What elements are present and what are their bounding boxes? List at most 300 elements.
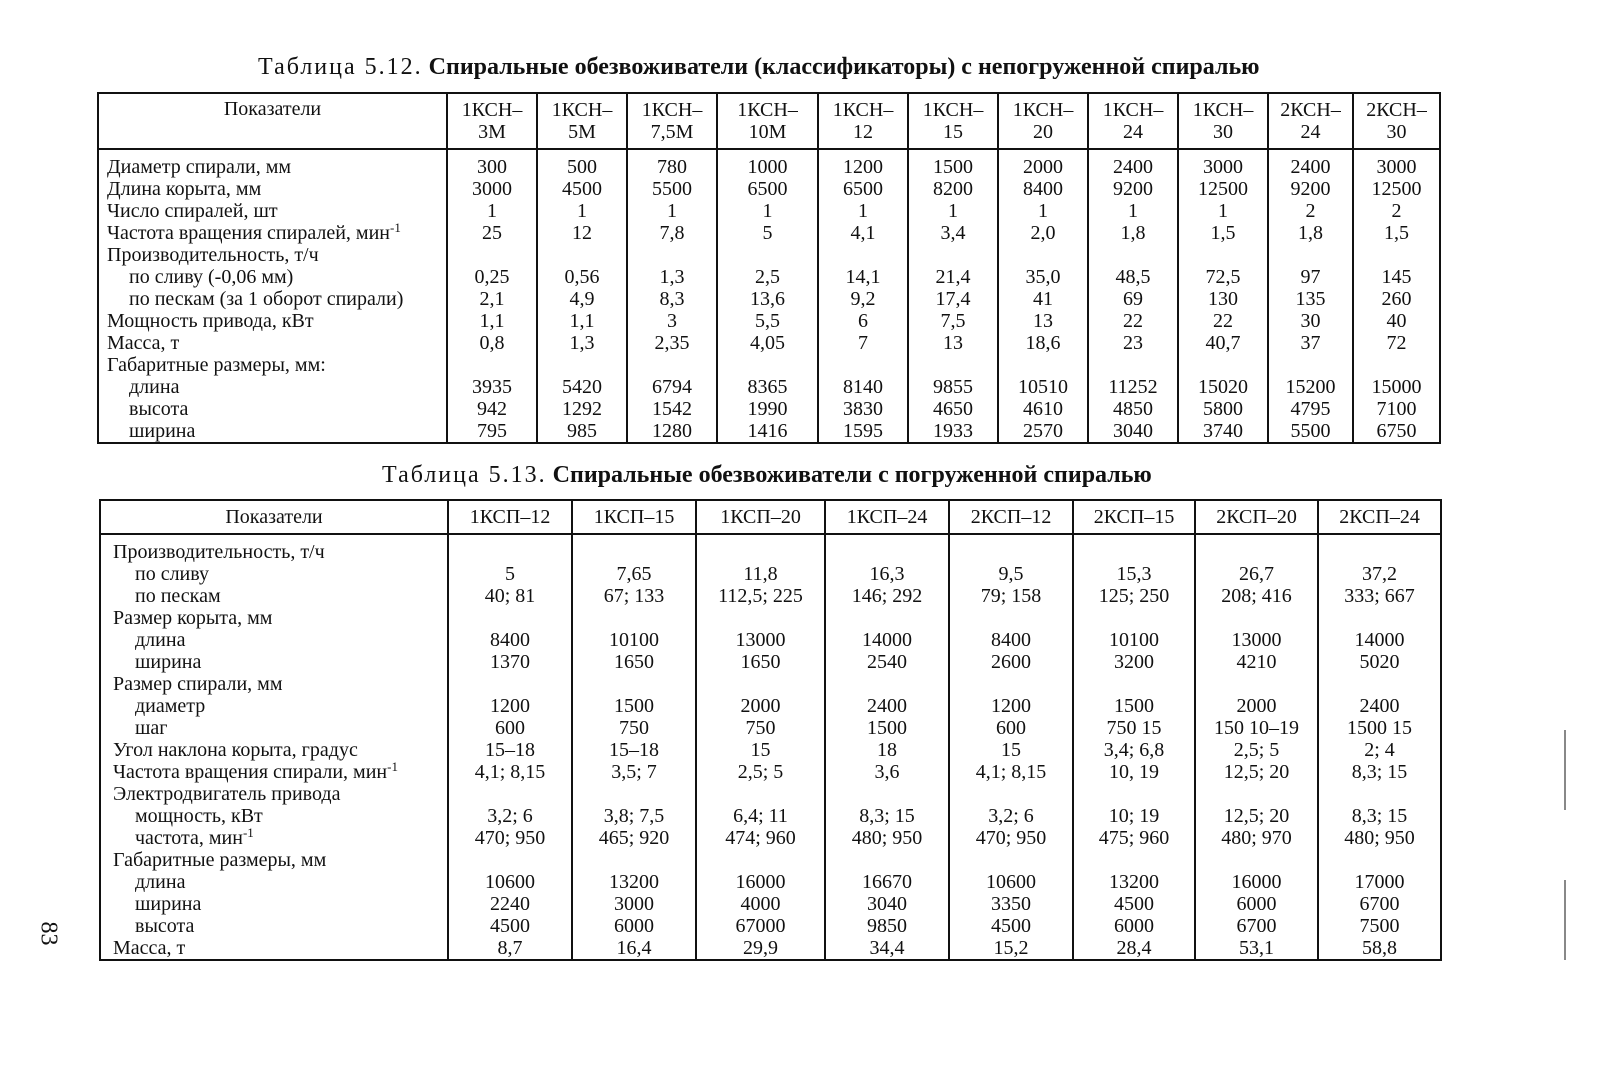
table-cell: 48,5 (1088, 266, 1178, 288)
table-cell (1353, 244, 1440, 266)
row-label-text: Частота вращения спиралей, мин (107, 222, 390, 244)
row-label-text: длина (129, 376, 180, 398)
table-cell: 1200 (818, 149, 908, 178)
table-cell: 14,1 (818, 266, 908, 288)
table-cell: 2 (1353, 200, 1440, 222)
table-cell: 1650 (696, 651, 825, 673)
table-cell: 4850 (1088, 398, 1178, 420)
row-label-text: по сливу (135, 563, 210, 585)
table-cell: 6000 (1195, 893, 1318, 915)
table-cell: 130 (1178, 288, 1268, 310)
table-cell (1195, 534, 1318, 563)
table-cell: 3830 (818, 398, 908, 420)
table-5-13-caption (382, 462, 1152, 489)
table-cell: 2600 (949, 651, 1073, 673)
table-cell: 1 (447, 200, 537, 222)
table-cell: 3,2; 6 (949, 805, 1073, 827)
table-cell: 600 (448, 717, 572, 739)
table-cell (572, 783, 696, 805)
row-label-text: высота (135, 915, 195, 937)
table-cell (949, 607, 1073, 629)
table-cell: 72 (1353, 332, 1440, 354)
table-cell: 2400 (1088, 149, 1178, 178)
table-cell: 8400 (448, 629, 572, 651)
column-header (818, 93, 908, 149)
table-cell: 15200 (1268, 376, 1353, 398)
table-cell: 7,5 (908, 310, 998, 332)
table-row (100, 534, 1441, 563)
table-cell: 4,9 (537, 288, 627, 310)
table-cell: 10100 (1073, 629, 1195, 651)
column-header-line: 3М (478, 121, 506, 143)
table-cell: 2000 (696, 695, 825, 717)
table-cell (448, 534, 572, 563)
column-header-line: 24 (1123, 121, 1143, 143)
row-label-text: ширина (135, 651, 202, 673)
row-label (100, 607, 448, 629)
table-row (100, 739, 1441, 761)
table-cell: 7 (818, 332, 908, 354)
table-cell: 2540 (825, 651, 949, 673)
table-cell (825, 849, 949, 871)
table-cell (696, 673, 825, 695)
table-number: Таблица 5.12. (258, 54, 423, 80)
table-cell: 1416 (717, 420, 818, 443)
column-header (998, 93, 1088, 149)
table-cell (627, 354, 717, 376)
row-label-text: мощность, кВт (135, 805, 263, 827)
table-cell: 2; 4 (1318, 739, 1441, 761)
table-cell: 8400 (949, 629, 1073, 651)
row-label (100, 534, 448, 563)
table-cell: 4500 (949, 915, 1073, 937)
table-cell: 1370 (448, 651, 572, 673)
row-label-text: Производительность, т/ч (113, 541, 325, 563)
table-row (100, 871, 1441, 893)
table-cell: 260 (1353, 288, 1440, 310)
row-label (100, 783, 448, 805)
table-row (100, 651, 1441, 673)
row-label (100, 915, 448, 937)
table-cell (1073, 607, 1195, 629)
table-cell: 3,8; 7,5 (572, 805, 696, 827)
table-cell: 1200 (949, 695, 1073, 717)
table-cell: 5500 (1268, 420, 1353, 443)
table-cell (696, 783, 825, 805)
table-cell: 9,5 (949, 563, 1073, 585)
table-cell: 1 (717, 200, 818, 222)
table-cell: 1,8 (1268, 222, 1353, 244)
table-row (100, 695, 1441, 717)
table-cell: 25 (447, 222, 537, 244)
table-row (100, 585, 1441, 607)
row-label (100, 761, 448, 783)
table-cell: 750 15 (1073, 717, 1195, 739)
table-cell: 9850 (825, 915, 949, 937)
table-cell: 2,1 (447, 288, 537, 310)
table-cell (949, 673, 1073, 695)
table-cell: 11252 (1088, 376, 1178, 398)
row-label (98, 244, 447, 266)
table-cell: 15020 (1178, 376, 1268, 398)
table-cell (448, 849, 572, 871)
table-cell: 1500 15 (1318, 717, 1441, 739)
row-label-text: Габаритные размеры, мм: (107, 354, 326, 376)
table-cell: 16,3 (825, 563, 949, 585)
table-row (100, 915, 1441, 937)
row-label (100, 937, 448, 960)
row-label (98, 266, 447, 288)
column-header (1268, 93, 1353, 149)
table-cell (448, 673, 572, 695)
table-row (100, 673, 1441, 695)
table-row (98, 354, 1440, 376)
column-header-line: 12 (853, 121, 873, 143)
table-row (98, 244, 1440, 266)
table-cell (448, 607, 572, 629)
column-header-line: 24 (1300, 121, 1321, 143)
table-cell: 125; 250 (1073, 585, 1195, 607)
table-row (100, 805, 1441, 827)
table-cell: 21,4 (908, 266, 998, 288)
row-label-text: Длина корыта, мм (107, 178, 262, 200)
table-cell: 18,6 (998, 332, 1088, 354)
column-header-line: 7,5М (650, 121, 694, 143)
row-label (100, 893, 448, 915)
table-cell: 2,0 (998, 222, 1088, 244)
table-row (100, 607, 1441, 629)
table-row (98, 310, 1440, 332)
table-cell: 1,8 (1088, 222, 1178, 244)
unit-exponent: -1 (387, 759, 398, 774)
table-cell (949, 534, 1073, 563)
table-cell: 1280 (627, 420, 717, 443)
table-cell: 7100 (1353, 398, 1440, 420)
table-cell: 10600 (448, 871, 572, 893)
column-header (1353, 93, 1440, 149)
column-header: 1КСП–24 (825, 500, 949, 534)
table-cell: 1 (1178, 200, 1268, 222)
table-cell: 5500 (627, 178, 717, 200)
table-cell: 465; 920 (572, 827, 696, 849)
table-row (98, 149, 1440, 178)
table-cell (1073, 783, 1195, 805)
table-cell: 97 (1268, 266, 1353, 288)
column-header (1088, 93, 1178, 149)
table-cell: 3200 (1073, 651, 1195, 673)
table-cell: 34,4 (825, 937, 949, 960)
table-cell: 2400 (1318, 695, 1441, 717)
table-cell: 470; 950 (448, 827, 572, 849)
row-label (100, 629, 448, 651)
row-label (98, 398, 447, 420)
table-row (98, 222, 1440, 244)
table-cell: 2000 (998, 149, 1088, 178)
table-cell: 6500 (818, 178, 908, 200)
table-cell: 1,3 (627, 266, 717, 288)
row-label-text: высота (129, 398, 189, 420)
row-label-text: по сливу (-0,06 мм) (129, 266, 294, 288)
table-cell: 474; 960 (696, 827, 825, 849)
column-header-line: 1КСН– (1102, 99, 1164, 121)
row-label-text: по пескам (за 1 оборот спирали) (129, 288, 404, 310)
table-cell: 1,3 (537, 332, 627, 354)
table-cell (696, 534, 825, 563)
table-cell: 480; 970 (1195, 827, 1318, 849)
table-cell: 4,1 (818, 222, 908, 244)
table-cell (448, 783, 572, 805)
table-cell: 2,5 (717, 266, 818, 288)
table-cell: 1 (627, 200, 717, 222)
table-cell: 0,25 (447, 266, 537, 288)
row-label (98, 288, 447, 310)
table-cell: 37,2 (1318, 563, 1441, 585)
table-row (100, 783, 1441, 805)
table-title: Спиральные обезвоживатели с погруженной спиралью (552, 462, 1152, 488)
table-cell: 3040 (1088, 420, 1178, 443)
column-header-line: 15 (943, 121, 963, 143)
table-cell (537, 244, 627, 266)
table-cell: 16670 (825, 871, 949, 893)
table-cell: 135 (1268, 288, 1353, 310)
table-cell: 8,3 (627, 288, 717, 310)
row-label (98, 178, 447, 200)
table-cell: 1,1 (537, 310, 627, 332)
table-cell: 23 (1088, 332, 1178, 354)
table-cell: 5 (717, 222, 818, 244)
row-label (98, 332, 447, 354)
table-cell (1318, 534, 1441, 563)
table-cell: 6,4; 11 (696, 805, 825, 827)
table-cell: 4650 (908, 398, 998, 420)
table-cell: 15–18 (572, 739, 696, 761)
table-cell: 13,6 (717, 288, 818, 310)
row-label (98, 354, 447, 376)
table-cell: 18 (825, 739, 949, 761)
column-header-line: 1КСН– (1012, 99, 1074, 121)
row-label (100, 805, 448, 827)
table-cell: 8,3; 15 (1318, 761, 1441, 783)
table-cell: 600 (949, 717, 1073, 739)
table-cell: 13000 (1195, 629, 1318, 651)
table-cell (717, 244, 818, 266)
table-cell: 14000 (825, 629, 949, 651)
table-cell: 41 (998, 288, 1088, 310)
table-cell (1195, 607, 1318, 629)
table-cell: 28,4 (1073, 937, 1195, 960)
table-cell (825, 673, 949, 695)
table-row (100, 893, 1441, 915)
row-label-text: по пескам (135, 585, 221, 607)
column-header-line: 1КСН– (922, 99, 984, 121)
table-cell (908, 244, 998, 266)
table-cell: 11,8 (696, 563, 825, 585)
table-cell: 3000 (572, 893, 696, 915)
table-cell: 13200 (1073, 871, 1195, 893)
table-cell (1073, 673, 1195, 695)
table-cell: 3,5; 7 (572, 761, 696, 783)
table-cell: 4000 (696, 893, 825, 915)
table-cell: 15 (949, 739, 1073, 761)
table-cell: 2,5; 5 (696, 761, 825, 783)
table-cell: 0,56 (537, 266, 627, 288)
table-cell: 40,7 (1178, 332, 1268, 354)
table-cell: 4500 (537, 178, 627, 200)
table-cell (537, 354, 627, 376)
table-cell: 1200 (448, 695, 572, 717)
table-row (98, 288, 1440, 310)
table-cell: 2000 (1195, 695, 1318, 717)
table-row (100, 629, 1441, 651)
column-header-line: 20 (1033, 121, 1053, 143)
table-cell: 2 (1268, 200, 1353, 222)
table-cell: 10510 (998, 376, 1088, 398)
table-cell (572, 607, 696, 629)
table-cell: 6700 (1195, 915, 1318, 937)
table-row (98, 332, 1440, 354)
column-header (908, 93, 998, 149)
row-label (98, 222, 447, 244)
table-row (100, 761, 1441, 783)
table-cell: 9200 (1268, 178, 1353, 200)
table-row (98, 398, 1440, 420)
table-row (100, 827, 1441, 849)
table-cell (1268, 244, 1353, 266)
table-cell (696, 849, 825, 871)
column-header (717, 93, 818, 149)
table-cell: 1 (537, 200, 627, 222)
table-cell: 16000 (1195, 871, 1318, 893)
row-label-text: Габаритные размеры, мм (113, 849, 327, 871)
table-cell: 480; 950 (825, 827, 949, 849)
row-label-text: Размер корыта, мм (113, 607, 273, 629)
table-cell: 2570 (998, 420, 1088, 443)
table-cell: 8,7 (448, 937, 572, 960)
column-header (537, 93, 627, 149)
table-cell: 7,8 (627, 222, 717, 244)
row-label-text: Число спиралей, шт (107, 200, 278, 222)
row-label-text: частота, мин (135, 827, 243, 849)
table-cell: 3,4; 6,8 (1073, 739, 1195, 761)
table-cell: 26,7 (1195, 563, 1318, 585)
table-cell: 22 (1178, 310, 1268, 332)
column-header-line: 1КСН– (461, 99, 523, 121)
row-label (100, 827, 448, 849)
table-cell (1353, 354, 1440, 376)
header-label: Показатели (98, 93, 447, 149)
table-cell: 6794 (627, 376, 717, 398)
table-cell (1073, 849, 1195, 871)
row-label-text: Угол наклона корыта, градус (113, 739, 358, 761)
table-cell: 1542 (627, 398, 717, 420)
table-cell: 8200 (908, 178, 998, 200)
table-cell: 13000 (696, 629, 825, 651)
table-cell: 1500 (825, 717, 949, 739)
table-cell: 8365 (717, 376, 818, 398)
table-cell: 795 (447, 420, 537, 443)
column-header-line: 2КСН– (1280, 99, 1341, 121)
table-cell: 10; 19 (1073, 805, 1195, 827)
table-cell: 15000 (1353, 376, 1440, 398)
column-header-line: 2КСН– (1366, 99, 1427, 121)
table-cell: 1 (998, 200, 1088, 222)
table-cell (908, 354, 998, 376)
table-cell: 3000 (1178, 149, 1268, 178)
table-cell: 29,9 (696, 937, 825, 960)
table-cell: 8,3; 15 (825, 805, 949, 827)
column-header: 1КСП–12 (448, 500, 572, 534)
table-cell (998, 354, 1088, 376)
table-cell (949, 849, 1073, 871)
table-cell: 3,6 (825, 761, 949, 783)
table-cell (717, 354, 818, 376)
table-cell: 1,5 (1353, 222, 1440, 244)
table-cell: 1 (1088, 200, 1178, 222)
table-cell: 112,5; 225 (696, 585, 825, 607)
table-cell: 9,2 (818, 288, 908, 310)
table-cell: 985 (537, 420, 627, 443)
table-cell: 40; 81 (448, 585, 572, 607)
table-cell: 145 (1353, 266, 1440, 288)
table-cell: 37 (1268, 332, 1353, 354)
column-header: 2КСП–20 (1195, 500, 1318, 534)
table-cell: 14000 (1318, 629, 1441, 651)
row-label (100, 739, 448, 761)
row-label-text: диаметр (135, 695, 206, 717)
table-cell (696, 607, 825, 629)
column-header (627, 93, 717, 149)
table-cell: 5 (448, 563, 572, 585)
table-cell: 35,0 (998, 266, 1088, 288)
table-cell: 17,4 (908, 288, 998, 310)
table-cell: 480; 950 (1318, 827, 1441, 849)
row-label-text: Мощность привода, кВт (107, 310, 314, 332)
unit-exponent: -1 (242, 825, 254, 840)
column-header-line: 1КСН– (832, 99, 894, 121)
table-5-12-caption (258, 54, 1259, 81)
table-cell: 4,05 (717, 332, 818, 354)
table-cell: 13200 (572, 871, 696, 893)
table-cell: 9855 (908, 376, 998, 398)
table-cell: 942 (447, 398, 537, 420)
column-header: 1КСП–15 (572, 500, 696, 534)
table-number: Таблица 5.13. (382, 462, 547, 488)
row-label (98, 149, 447, 178)
table-cell: 12500 (1178, 178, 1268, 200)
table-cell (572, 849, 696, 871)
table-cell: 2,35 (627, 332, 717, 354)
table-cell (1178, 354, 1268, 376)
row-label (100, 673, 448, 695)
table-cell (447, 354, 537, 376)
table-cell: 1933 (908, 420, 998, 443)
table-cell: 333; 667 (1318, 585, 1441, 607)
table-cell (998, 244, 1088, 266)
table-cell: 3935 (447, 376, 537, 398)
table-cell (1178, 244, 1268, 266)
row-label-text: Размер спирали, мм (113, 673, 283, 695)
table-cell: 3000 (447, 178, 537, 200)
row-label-text: Частота вращения спирали, мин (113, 761, 388, 783)
table-cell: 146; 292 (825, 585, 949, 607)
table-cell: 4,1; 8,15 (448, 761, 572, 783)
table-cell: 58,8 (1318, 937, 1441, 960)
table-cell (818, 244, 908, 266)
table-cell: 5020 (1318, 651, 1441, 673)
table-cell: 208; 416 (1195, 585, 1318, 607)
table-cell: 30 (1268, 310, 1353, 332)
table-cell: 1500 (572, 695, 696, 717)
